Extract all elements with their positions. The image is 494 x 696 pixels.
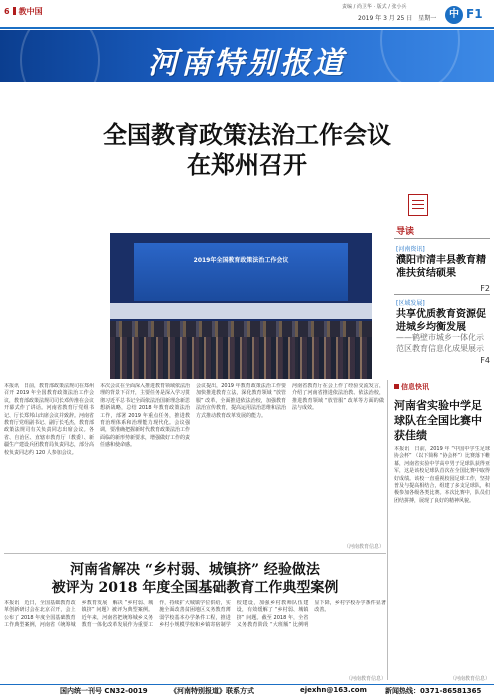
sidebar-subtitle-2: ——鹤壁市城乡一体化示范区教育信息化成果展示 [396,333,484,353]
section-name: 教中国 [18,7,43,16]
lead-body-col-1: 本报讯 日前，教育部政策法规司在郑州召开 2019 年全国教育政策法治工作会议，教育部政策法规司司长邓传淮在会议开幕式作了讲话。河南省教育厅党组书记、厅长郑邦山出席会议并致辞。河南省教育厅党组副书记、副厅长毛杰，教育部政策法规司有关负责同志出席会议。各省、自治区、直辖市教育厅（教委）、新疆生产建设兵团教育局负责同志，部分高校负责同志约 120 人参加会议。 [4,383,94,456]
news-flash-label [394,382,429,392]
article2-headline-line-2: 被评为 2018 年度全国基础教育工作典型案例 [51,580,339,596]
banner-title: 河南特别报道 [148,46,346,81]
sidebar-title-2[interactable]: 共享优质教育资源促进城乡均衡发展 [396,309,486,333]
issue-date: 2019 年 3 月 25 日 星期一 [358,15,437,22]
audience-front [110,337,372,379]
sidebar-tag-1: [河南资讯] [396,246,425,253]
sidebar-page-2: F4 [480,356,490,365]
page-header [0,0,494,30]
section-divider [13,7,16,15]
paper-logo-badge: 中 [445,6,463,24]
headline-line-2: 在郑州召开 [187,150,307,179]
lead-credit: （河南教育信息） [343,544,384,550]
guide-icon [408,194,428,216]
right-article-body: 本报讯 日前，2019 年 “中国中学生足球协会杯” （以下简称 “协会杯”）比赛落下帷幕，河南省实验中学高中男子足球队获得亚军，这是该校足球队首次在全国比赛中取得好成绩。该校一直重视校园足球工作，坚持普及与提高相结合，组建了多支足球队，积极参加各级各类比赛。本次比赛中，队员们团结拼搏，展现了良好的精神风貌。 [394,446,490,504]
article2-credit: （河南教育信息） [345,676,386,682]
right-article-headline: 河南省实验中学足球队在全国比赛中获佳绩 [394,399,482,442]
news-flash-label-text: 信息快讯 [401,383,429,391]
article2-body: 本报讯 近日，全国基础教育改革创新研讨会在北京召开，会上公布了 2018 年度全国基础教育工作典型案例，河南省《统筹城乡教育发展 解决 “乡村弱、城镇挤” 问题》被评为典型案例。近年来，河南省把统筹城乡义务教育一体化改革发展作为重要工作，持续扩大城镇学位供给，实施全面改善贫困地区义务教育薄弱学校基本办学条件工程，推进乡村小规模学校和乡镇寄宿制学校建设，加强乡村教师队伍建设，有效缓解了 “乡村弱、城镇挤” 问题。截至 2018 年，全省义务教育阶段 “大班额” 比例明显下降，乡村学校办学条件显著改善。 [4,600,386,629]
column-divider [387,380,388,680]
page-section-label [4,6,43,17]
right-article-credit: （河南教育信息） [449,676,490,682]
guide-heading: 导读 [396,227,415,237]
lead-headline [0,120,494,180]
section-banner [0,30,494,82]
sidebar-rule [394,238,490,239]
headline-line-1: 全国教育政策法治工作会议 [103,120,391,149]
page-tag: F1 [466,7,483,21]
page-number: 6 [4,7,10,16]
sidebar-tag-2: [区域发展] [396,300,425,307]
footer-rule [0,684,494,685]
lead-body-col-2: 本次会议在全面深入推进教育领域依法治理的背景下召开，主要任务是深入学习贯彻习近平总书记全面依法治国新理念新思想新战略，总结 2018 年教育政策法治工作，部署 2019 年重点任务，推进教育治理体系和治理能力现代化。会议强调，要准确把握新时代教育政策法治工作面临的新形势新要求，增强做好工作的责任感和使命感。 [100,383,190,449]
page-footer [0,686,494,696]
lead-body-col-3: 会议提出，2019 年教育政策法治工作要加快推进教育立法，深化教育领域 “放管服” 改革，全面推进依法治校，加强教育法治宣传教育，提高运用法治思维和法治方式推动教育改革发展的能力。 [196,383,286,419]
lead-body-col-4: 河南省教育厅在会上作了经验交流发言，介绍了河南省推进依法治教、依法治校，推进教育领域 “放管服” 改革等方面的做法与成效。 [292,383,384,412]
article2-headline-line-1: 河南省解决 “乡村弱、城镇挤” 经验做法 [70,562,320,578]
header-rule [0,27,494,29]
guide-sidebar [392,182,492,366]
footer-cn-number: 国内统一刊号 CN32-0019 [60,687,148,695]
footer-email[interactable]: ejexhn@163.com [300,686,367,694]
presidium-desk [110,303,372,319]
editor-credits: 责编 / 尚卫华 · 版式 / 张小兵 [342,4,407,10]
conference-photo [110,233,372,379]
footer-hotline: 新闻热线：0371-86581365 [385,687,482,695]
sidebar-page-1: F2 [480,284,490,293]
stage-banner-text: 2019年全国教育政策法治工作会议 [193,257,289,264]
article-divider [4,553,386,554]
stage-screen [134,243,348,301]
sidebar-rule [394,294,490,295]
label-marker [394,384,399,389]
sidebar-title-1[interactable]: 濮阳市清丰县教育精准扶贫结硕果 [396,255,486,279]
article2-headline [4,561,386,597]
footer-paper-contact: 《河南特别报道》联系方式 [170,687,254,695]
